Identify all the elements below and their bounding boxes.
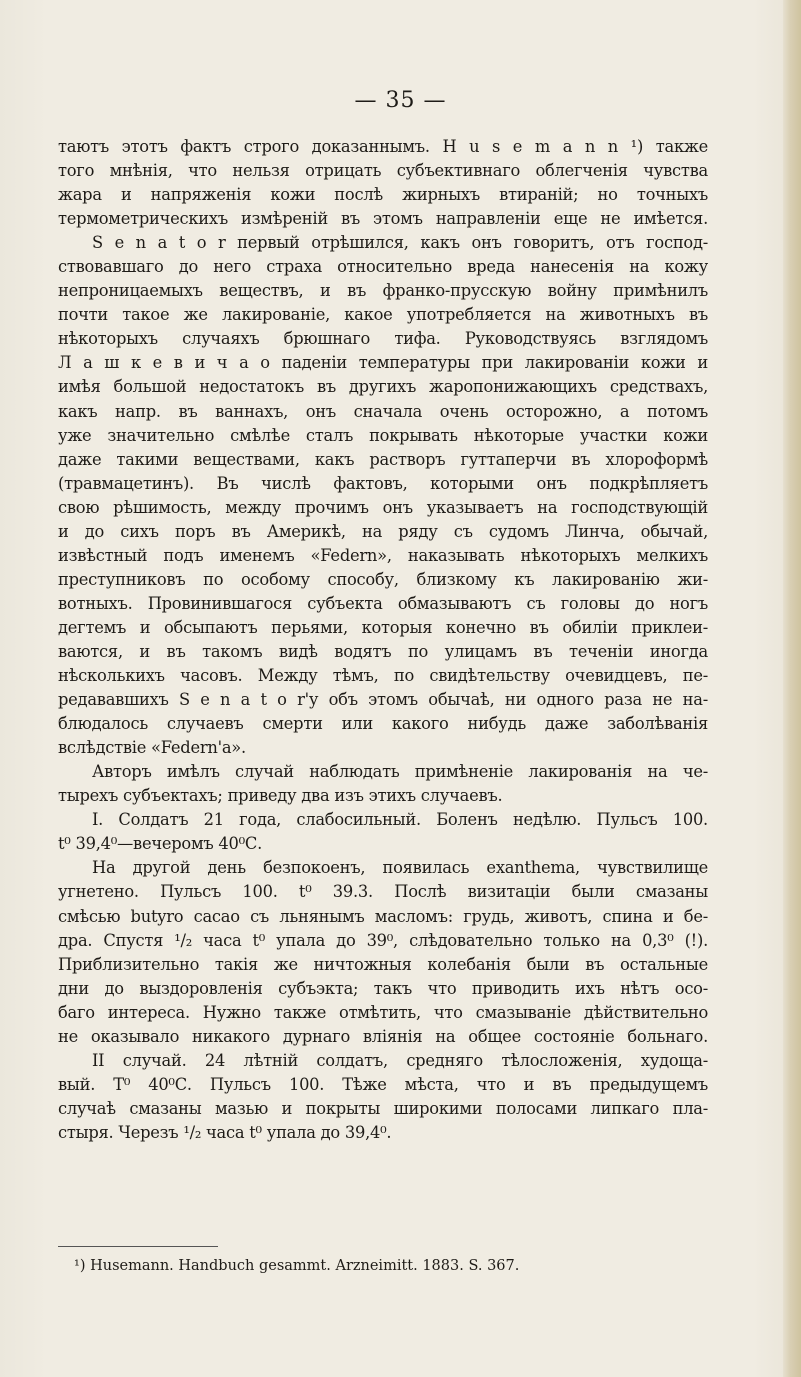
text-line: случаѣ смазаны мазью и покрыты широкими полосами липкаго пла- [58,1098,708,1118]
text-line: дегтемъ и обсыпаютъ перьями, которыя конечно въ обиліи приклеи- [58,617,708,637]
footnote: ¹) Husemann. Handbuch gesammt. Arzneimitt. 1883. S. 367. [74,1258,520,1274]
text-line: жара и напряженія кожи послѣ жирныхъ втираній; но точныхъ [58,185,708,205]
text-line: ствовавшаго до него страха относительно вреда нанесенія на кожу [58,257,708,277]
text-line: ваются, и въ такомъ видѣ водятъ по улицамъ въ теченіи иногда [58,641,708,661]
text-line: смѣсью butyro cacao съ льнянымъ масломъ: грудь, животъ, спина и бе- [58,906,708,926]
text-line: дни до выздоровленія субъэкта; такъ что приводить ихъ нѣтъ осо- [58,978,708,998]
text-line: t⁰ 39,4⁰—вечеромъ 40⁰С. [58,834,263,854]
text-line: уже значительно смѣлѣе сталъ покрывать нѣкоторые участки кожи [58,425,708,445]
text-line: таютъ этотъ фактъ строго доказаннымъ. H u s e m a n n ¹) также [58,137,708,156]
text-line: редававшихъ S e n a t o r'у объ этомъ обычаѣ, ни одного раза не на- [58,690,708,710]
text-line: баго интереса. Нужно также отмѣтить, что смазываніе дѣйствительно [58,1002,708,1022]
text-line: не оказывало никакого дурнаго вліянія на общее состояніе больнаго. [58,1026,708,1046]
text-line: Авторъ имѣлъ случай наблюдать примѣненіе лакированія на че- [92,762,708,782]
text-line: На другой день безпокоенъ, появилась exanthema, чувствилище [92,858,708,878]
text-line: блюдалось случаевъ смерти или какого нибудь даже заболѣванія [58,714,708,734]
page-number: — 35 — [354,88,447,113]
page-edge [783,0,801,1377]
text-line: извѣстный подъ именемъ «Federn», наказывать нѣкоторыхъ мелкихъ [58,545,708,565]
text-line: нѣкоторыхъ случаяхъ брюшнаго тифа. Руководствуясь взглядомъ [58,329,708,349]
text-line: вслѣдствіе «Federn'а». [58,738,246,758]
text-line: тырехъ субъектахъ; приведу два изъ этихъ случаевъ. [58,786,503,806]
text-line: даже такими веществами, какъ растворъ гуттаперчи въ хлороформѣ [58,449,708,469]
text-line: Л а ш к е в и ч а о паденіи температуры при лакированіи кожи и [58,353,708,373]
text-line: вотныхъ. Провинившагося субъекта обмазываютъ съ головы до ногъ [58,593,708,613]
text-line: (травмацетинъ). Въ числѣ фактовъ, которыми онъ подкрѣпляетъ [58,473,708,493]
footnote-divider [58,1246,218,1247]
text-line: нѣсколькихъ часовъ. Между тѣмъ, по свидѣтельству очевидцевъ, пе- [58,666,708,686]
text-line: вый. T⁰ 40⁰С. Пульсъ 100. Тѣже мѣста, что и въ предыдущемъ [58,1074,708,1094]
text-line: II случай. 24 лѣтній солдатъ, средняго тѣлосложенія, худоща- [92,1050,708,1070]
text-line: непроницаемыхъ веществъ, и въ франко-прусскую войну примѣнилъ [58,281,708,301]
text-line: того мнѣнія, что нельзя отрицать субъективнаго облегченія чувства [58,161,708,181]
text-line: I. Солдатъ 21 года, слабосильный. Боленъ недѣлю. Пульсъ 100. [92,810,708,830]
text-line: стыря. Черезъ ¹/₂ часа t⁰ упала до 39,4⁰. [58,1122,392,1142]
text-line: угнетено. Пульсъ 100. t⁰ 39.3. Послѣ визитаціи были смазаны [58,882,708,902]
text-line: почти такое же лакированіе, какое употребляется на животныхъ въ [58,305,708,325]
text-line: Приблизительно такія же ничтожныя колебанія были въ остальные [58,954,708,974]
text-line: и до сихъ поръ въ Америкѣ, на ряду съ судомъ Линча, обычай, [58,521,708,541]
text-line: S e n a t o r первый отрѣшился, какъ онъ говоритъ, отъ господ- [92,233,708,253]
text-line: дра. Спустя ¹/₂ часа t⁰ упала до 39⁰, слѣдовательно только на 0,3⁰ (!). [58,930,708,950]
text-line: преступниковъ по особому способу, близкому къ лакированію жи- [58,569,708,589]
text-line: имѣя большой недостатокъ въ другихъ жаропонижающихъ средствахъ, [58,377,708,397]
text-line: какъ напр. въ ваннахъ, онъ сначала очень осторожно, а потомъ [58,401,708,421]
text-line: термометрическихъ измѣреній въ этомъ направленіи еще не имѣется. [58,209,708,229]
body-text [58,135,708,1145]
text-line: свою рѣшимость, между прочимъ онъ указываетъ на господствующій [58,497,708,517]
